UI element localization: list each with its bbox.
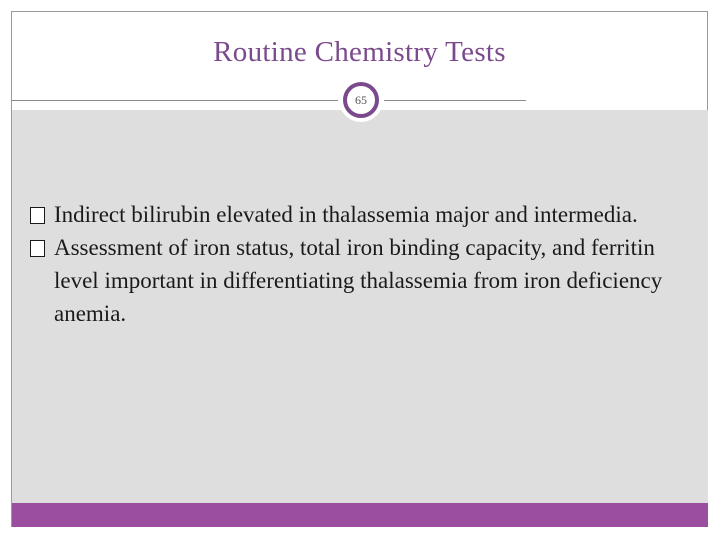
bullet-item [30,198,700,231]
page-number: 65 [355,93,367,107]
bullet-text: Assessment of iron status, total iron binding capacity, and ferritin level important in differentiating thalassemia from iron deficiency anemia. [54,235,663,326]
bullet-box-icon [30,240,45,257]
bullet-list [30,198,700,330]
bullet-text: Indirect bilirubin elevated in thalassemia major and intermedia. [54,202,638,227]
bullet-box-icon [30,207,45,224]
footer-accent-bar [12,503,708,527]
title-divider-right [384,100,526,101]
slide-title: Routine Chemistry Tests [213,36,506,68]
page-number-ring [343,82,379,118]
bullet-item [30,231,700,330]
page-number-badge [339,78,383,122]
title-divider-left [12,100,338,101]
